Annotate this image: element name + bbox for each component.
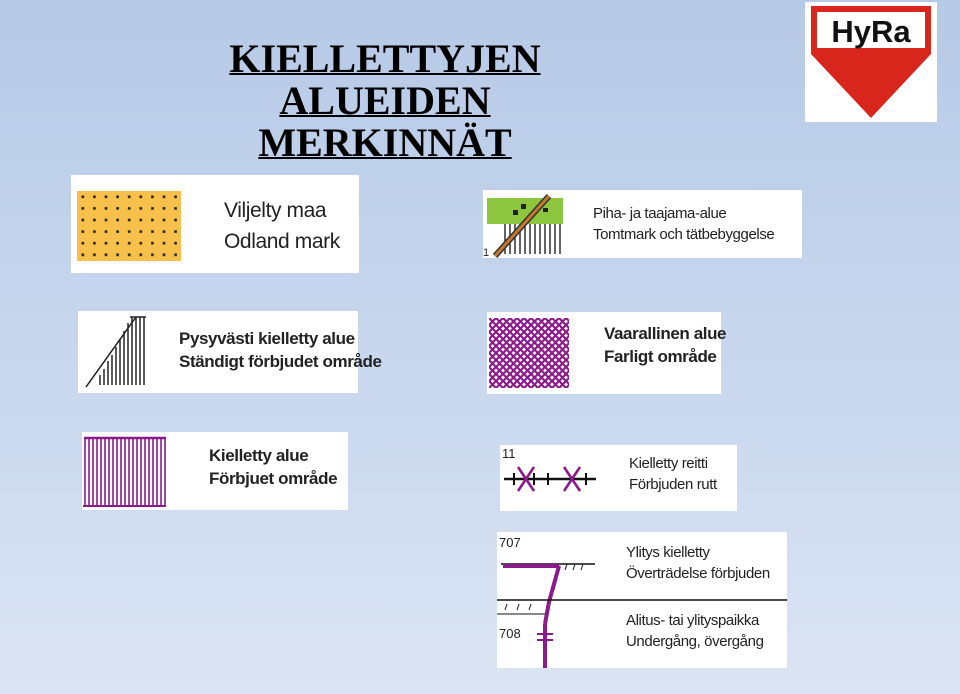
route-crosses-icon bbox=[500, 445, 600, 511]
piha-sv: Tomtmark och tätbebyggelse bbox=[593, 226, 775, 243]
purple-crosshatch-icon bbox=[489, 318, 569, 388]
viljelty-fi: Viljelty maa bbox=[224, 199, 327, 222]
legend-item-kielletty-alue bbox=[82, 432, 348, 510]
hyra-logo bbox=[805, 2, 937, 122]
ylitys-fi: Ylitys kielletty bbox=[626, 544, 710, 561]
page-title bbox=[150, 38, 620, 164]
pysyvasti-sv: Ständigt förbjudet område bbox=[179, 352, 382, 371]
green-hatch-icon bbox=[483, 190, 565, 258]
page-title-line2: ALUEIDEN MERKINNÄT bbox=[258, 78, 512, 165]
hyra-logo-icon bbox=[805, 2, 937, 122]
viljelty-sv: Odland mark bbox=[224, 230, 340, 253]
legend-item-ylitys-alitus bbox=[497, 532, 787, 668]
legend-item-viljelty bbox=[71, 175, 359, 273]
legend-item-kielletty-reitti bbox=[500, 445, 737, 511]
kielletty-alue-sv: Förbjuet område bbox=[209, 469, 338, 488]
page-title-line1: KIELLETTYJEN bbox=[229, 36, 541, 81]
orange-dot-grid-icon bbox=[77, 191, 181, 261]
kielletty-reitti-number: 11 bbox=[502, 446, 516, 461]
ylitys-number: 707 bbox=[499, 535, 521, 550]
kielletty-reitti-fi: Kielletty reitti bbox=[629, 455, 708, 472]
pysyvasti-fi: Pysyvästi kielletty alue bbox=[179, 329, 355, 348]
kielletty-reitti-sv: Förbjuden rutt bbox=[629, 476, 717, 493]
vaarallinen-fi: Vaarallinen alue bbox=[604, 324, 727, 343]
legend-item-pysyvasti bbox=[78, 311, 382, 393]
legend-item-vaarallinen bbox=[487, 312, 727, 394]
legend-item-piha bbox=[483, 190, 802, 258]
vaarallinen-sv: Farligt område bbox=[604, 347, 717, 366]
ylitys-sv: Överträdelse förbjuden bbox=[626, 565, 770, 582]
black-vertical-lines-icon bbox=[80, 313, 152, 389]
piha-fi: Piha- ja taajama-alue bbox=[593, 205, 727, 222]
svg-text:1: 1 bbox=[483, 247, 490, 259]
kielletty-alue-fi: Kielletty alue bbox=[209, 446, 309, 465]
alitus-fi: Alitus- tai ylityspaikka bbox=[626, 612, 759, 629]
alitus-sv: Undergång, övergång bbox=[626, 633, 764, 650]
alitus-number: 708 bbox=[499, 626, 521, 641]
purple-vertical-lines-icon bbox=[82, 434, 172, 508]
svg-text:HyRa: HyRa bbox=[831, 14, 911, 49]
